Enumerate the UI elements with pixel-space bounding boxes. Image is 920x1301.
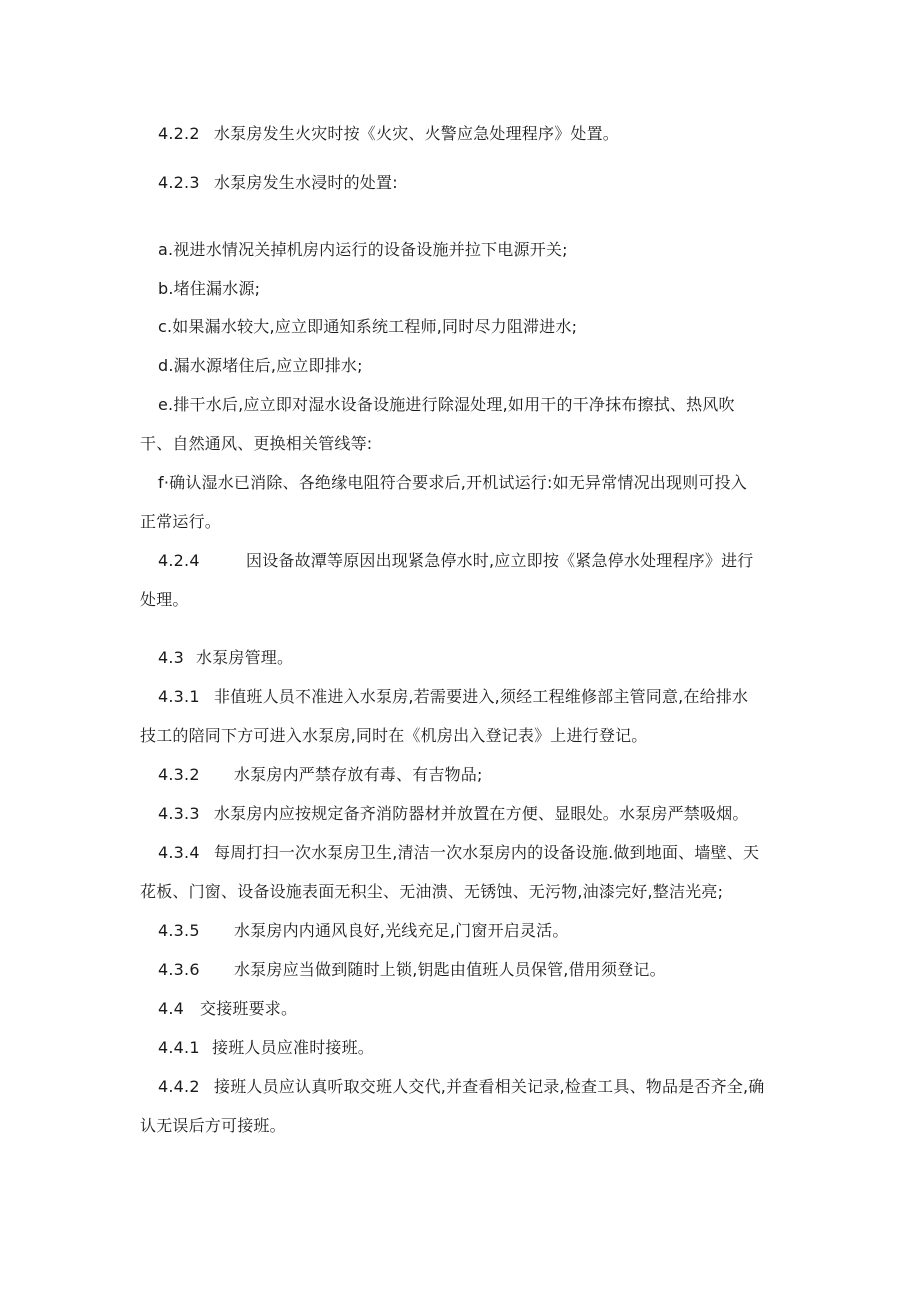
list-item-b: b.堵住漏水源;	[158, 279, 261, 298]
section-text: 水泵房应当做到随时上锁,钥匙由值班人员保管,借用须登记。	[234, 960, 666, 979]
section-text: 每周打扫一次水泵房卫生,清洁一次水泵房内的设备设施.做到地面、墙壁、天	[214, 843, 760, 862]
section-number: 4.4.2	[158, 1077, 200, 1096]
section-number: 4.3.6	[158, 960, 200, 979]
list-item-c: c.如果漏水较大,应立即通知系统工程师,同时尽力阻滞进水;	[158, 317, 578, 336]
section-number: 4.3.3	[158, 804, 200, 823]
section-number: 4.3	[158, 648, 185, 667]
section-number: 4.2.2	[158, 124, 200, 143]
section-text: 接班人员应准时接班。	[212, 1038, 375, 1057]
section-number: 4.3.1	[158, 687, 200, 706]
section-4-3-1-line2: 技工的陪同下方可进入水泵房,同时在《机房出入登记表》上进行登记。	[140, 726, 648, 745]
section-4-3-1	[158, 686, 748, 708]
section-number: 4.2.3	[158, 173, 200, 192]
list-item-f-line1: f·确认湿水已消除、各绝缘电阻符合要求后,开机试运行:如无异常情况出现则可投入	[158, 473, 747, 492]
section-4-2-4	[158, 550, 754, 572]
section-4-4-2-line2: 认无误后方可接班。	[140, 1116, 286, 1135]
section-4-4-2	[158, 1076, 764, 1098]
section-text: 水泵房发生火灾时按《火灾、火警应急处理程序》处置。	[214, 124, 620, 143]
section-text: 水泵房发生水浸时的处置:	[214, 173, 398, 192]
section-4-3-4-line2: 花板、门窗、设备设施表面无积尘、无油溃、无锈蚀、无污物,油漆完好,整洁光亮;	[140, 882, 724, 901]
section-4-3-5	[158, 920, 569, 942]
section-text: 水泵房内内通风良好,光线充足,门窗开启灵活。	[234, 921, 569, 940]
section-4-3	[158, 647, 293, 669]
section-text: 非值班人员不准进入水泵房,若需要进入,须经工程维修部主管同意,在给排水	[214, 687, 749, 706]
section-4-3-6	[158, 959, 666, 981]
section-heading: 水泵房管理。	[196, 648, 294, 667]
section-number: 4.3.2	[158, 765, 200, 784]
list-item-a: a.视进水情况关掉机房内运行的设备设施并拉下电源开关;	[158, 240, 568, 259]
section-text: 因设备故潭等原因出现紧急停水时,应立即按《紧急停水处理程序》进行	[246, 551, 754, 570]
section-number: 4.2.4	[158, 551, 200, 570]
section-4-2-2	[158, 123, 619, 145]
section-4-3-2	[158, 764, 483, 786]
section-number: 4.3.5	[158, 921, 200, 940]
section-text: 接班人员应认真听取交班人交代,并查看相关记录,检查工具、物品是否齐全,确	[214, 1077, 765, 1096]
list-item-f-line2: 正常运行。	[140, 512, 222, 531]
section-heading: 交接班要求。	[200, 999, 298, 1018]
list-item-e-line1: e.排干水后,应立即对湿水设备设施进行除湿处理,如用干的干净抹布擦拭、热风吹	[158, 395, 735, 414]
section-number: 4.4.1	[158, 1038, 200, 1057]
section-4-3-4	[158, 842, 759, 864]
section-4-4	[158, 998, 297, 1020]
section-number: 4.3.4	[158, 843, 200, 862]
section-4-3-3	[158, 803, 749, 825]
section-4-4-1	[158, 1037, 374, 1059]
list-item-e-line2: 干、自然通风、更换相关管线等:	[140, 434, 373, 453]
section-text: 水泵房内严禁存放有毒、有吉物品;	[234, 765, 483, 784]
list-item-d: d.漏水源堵住后,应立即排水;	[158, 356, 363, 375]
section-number: 4.4	[158, 999, 185, 1018]
section-4-2-4-line2: 处理。	[140, 590, 189, 609]
section-text: 水泵房内应按规定备齐消防器材并放置在方便、显眼处。水泵房严禁吸烟。	[214, 804, 749, 823]
section-4-2-3	[158, 172, 398, 194]
